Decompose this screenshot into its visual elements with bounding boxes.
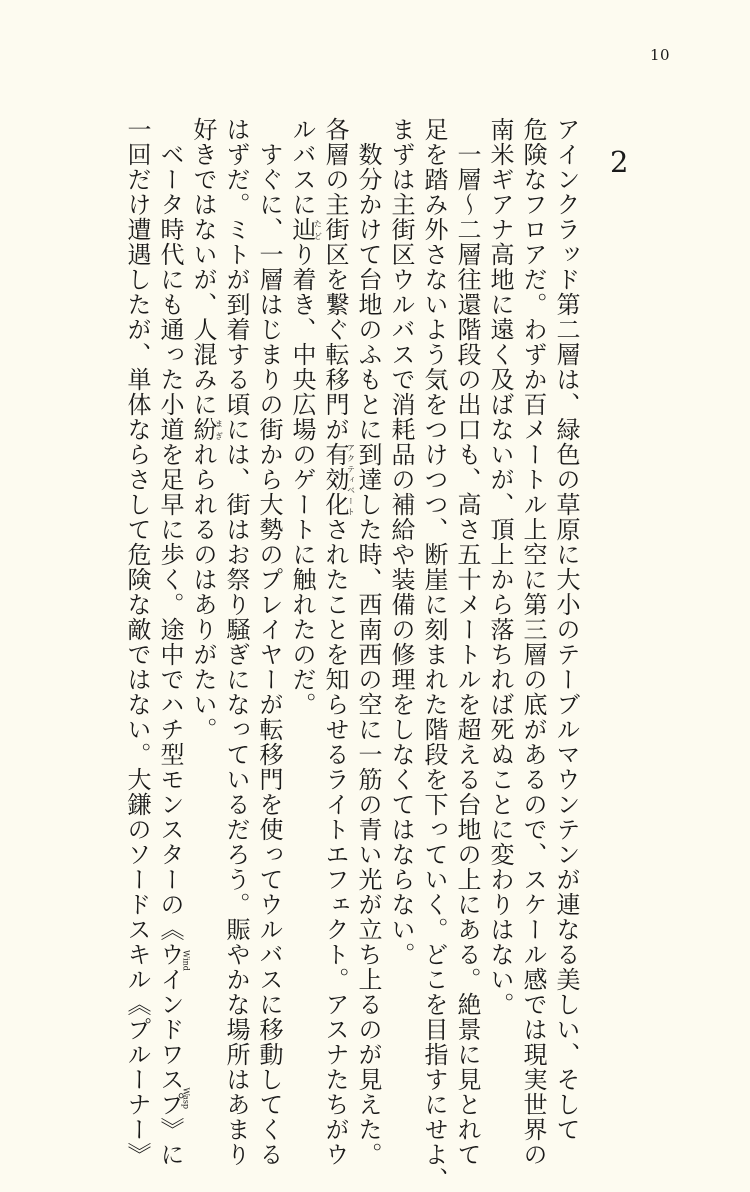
text-line-7-content: 数分かけて台地のふもとに到達した時、西南西の空に一筋の青い光が立ち上るのが見えた。 [354, 142, 382, 1167]
text-line-10-content: すぐに、一層はじまりの街から大勢のプレイヤーが転移門を使ってウルバスに移動してくる [255, 142, 283, 1167]
text-line-13-a: ベータ時代にも通った小道を足早に歩く。途中でハチ型モンスターの《 [156, 142, 184, 942]
text-line-12-b: れられるのはありがたい。 [189, 442, 217, 742]
text-line-14: 一回だけ遭遇したが、単体ならさして危険な敵ではない。大鎌のソードスキル《プルーナー》 [123, 117, 151, 1167]
text-line-8 [321, 117, 356, 1167]
ruby-magi [189, 417, 224, 442]
ruby-annotation: Wind Wasp [181, 942, 191, 1117]
text-line-1: アインクラッド第二層は、緑色の草原に大小のテーブルマウンテンが連なる美しい、そして [552, 117, 580, 1142]
text-line-4 [453, 117, 481, 1167]
text-line-13-b: 》に [156, 1117, 184, 1167]
chapter-number: 2 [610, 145, 629, 179]
ruby-tado [288, 217, 323, 242]
text-line-13 [156, 117, 191, 1167]
text-line-11: はずだ。ミトが到着する頃には、街はお祭り騒ぎになっているだろう。賑やかな場所はあまり [222, 117, 250, 1167]
text-line-5: 足を踏み外さないよう気をつけつつ、断崖に刻まれた階段を下っていく。どこを目指すにせよ、 [420, 117, 448, 1192]
text-line-8-a: 各層の主街区を繋ぐ転移門が [321, 117, 349, 442]
ruby-base: 辿 [288, 217, 316, 242]
ruby-base: 紛 [189, 417, 217, 442]
text-line-2: 危険なフロアだ。わずか百メートル上空に第三層の底があるので、スケール感では現実世界の [519, 117, 547, 1167]
text-line-9-a: ルバスに [288, 117, 316, 217]
text-line-9-b: り着き、中央広場のゲートに触れたのだ。 [288, 242, 316, 717]
text-line-3: 南米ギアナ高地に遠く及ばないが、頂上から落ちれば死ぬことに変わりはない。 [486, 117, 514, 1017]
text-line-12-a: 好きではないが、人混みに [189, 117, 217, 417]
text-line-12 [189, 117, 224, 742]
ruby-annotation: アクティベート [346, 442, 356, 517]
ruby-annotation: まぎ [214, 417, 224, 442]
text-line-8-b: されたことを知らせるライトエフェクト。アスナたちがウ [321, 517, 349, 1167]
ruby-activate [321, 442, 356, 517]
ruby-annotation: たど [313, 217, 323, 242]
text-line-10 [255, 117, 283, 1167]
text-line-6: まずは主街区ウルバスで消耗品の補給や装備の修理をしなくてはならない。 [387, 117, 415, 967]
ruby-wind-wasp [156, 942, 191, 1117]
page-number: 10 [650, 46, 671, 64]
text-line-4-content: 一層～二層往還階段の出口も、高さ五十メートルを超える台地の上にある。絶景に見とれて [453, 142, 481, 1167]
ruby-base: ウインドワスプ [156, 942, 184, 1117]
ruby-base: 有効化 [321, 442, 349, 517]
text-line-7 [354, 117, 382, 1167]
text-line-9 [288, 117, 323, 717]
body-text [92, 117, 582, 1192]
